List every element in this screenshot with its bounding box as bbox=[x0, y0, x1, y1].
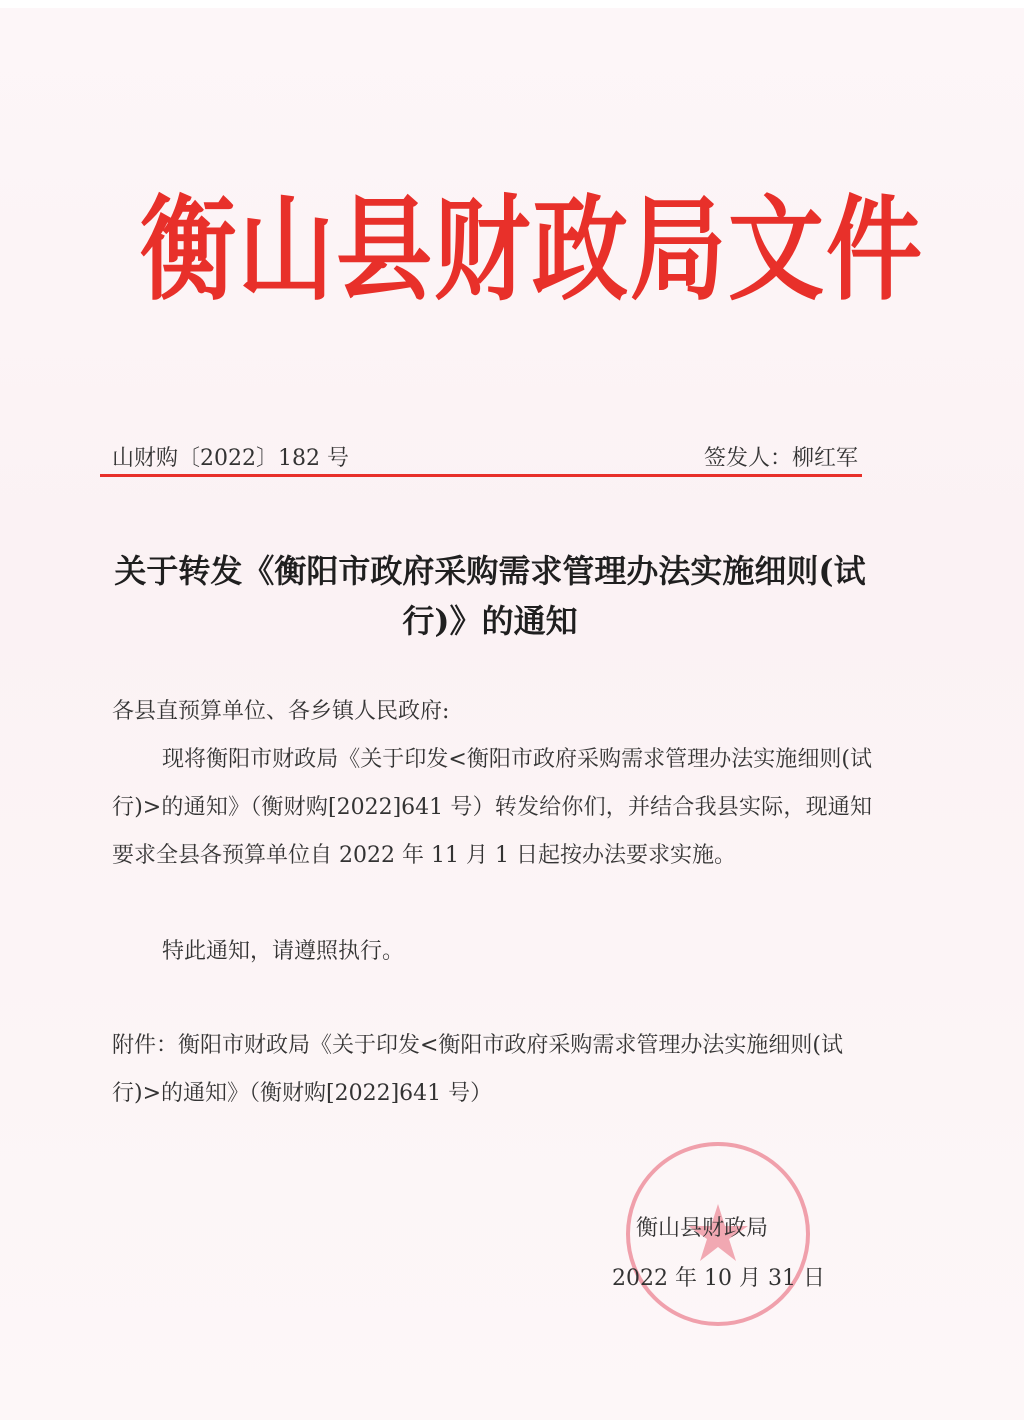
body-paragraph-1: 现将衡阳市财政局《关于印发<衡阳市政府采购需求管理办法实施细则(试行)>的通知》（衡财购[2022]641 号）转发给你们，并结合我县实际，现通知要求全县各预算单位自 2022 年 11 月 1 日起按办法要求实施。 bbox=[112, 747, 872, 868]
document-header-title: 衡山县财政局文件 bbox=[140, 183, 924, 317]
header-divider bbox=[100, 474, 862, 477]
attachment-note: 附件：衡阳市财政局《关于印发<衡阳市政府采购需求管理办法实施细则(试行)>的通知》（衡财购[2022]641 号） bbox=[112, 1033, 844, 1106]
issuer-name: 衡山县财政局 bbox=[636, 1216, 769, 1241]
salutation: 各县直预算单位、各乡镇人民政府: bbox=[112, 699, 450, 724]
body-paragraph-2: 特此通知，请遵照执行。 bbox=[162, 939, 405, 964]
signer: 签发人：柳红军 bbox=[703, 446, 858, 471]
document-number: 山财购〔2022〕182 号 bbox=[112, 446, 349, 471]
notice-title: 关于转发《衡阳市政府采购需求管理办法实施细则(试行)》的通知 bbox=[114, 552, 866, 640]
issue-date: 2022 年 10 月 31 日 bbox=[612, 1266, 825, 1291]
